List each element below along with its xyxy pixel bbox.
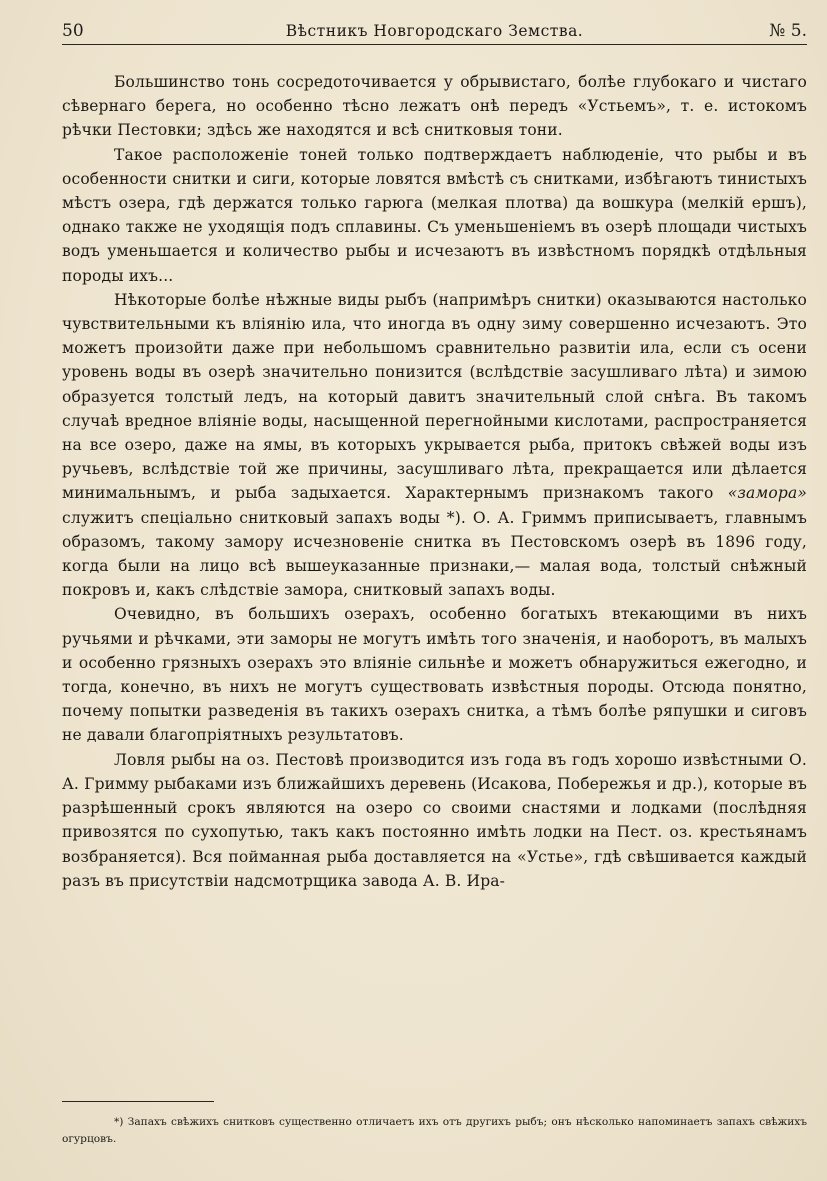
- issue-number: № 5.: [769, 21, 807, 41]
- paragraph-3-tail: служитъ спеціально снитковый запахъ воды *). О. А. Гриммъ приписываетъ, главнымъ образомъ, такому замору исчезновеніе снитка въ Пестовскомъ озерѣ въ 1896 году, когда были на лицо всѣ вышеуказанные признаки,— малая вода, толстый снѣжный покровъ и, какъ слѣдствіе замора, снитковый запахъ воды.: [62, 508, 807, 600]
- paragraph-4: Очевидно, въ большихъ озерахъ, особенно богатыхъ втекающими въ нихъ ручьями и рѣчками, эти заморы не могутъ имѣть того значенія, и наоборотъ, въ малыхъ и особенно грязныхъ озерахъ это вліяніе сильнѣе и можетъ обнаружиться ежегодно, и тогда, конечно, въ нихъ не могутъ существовать извѣстныя породы. Отсюда понятно, почему попытки разведенія въ такихъ озерахъ снитка, а тѣмъ болѣе ряпушки и сиговъ не давали благопріятныхъ результатовъ.: [62, 605, 807, 745]
- footnote: *) Запахъ свѣжихъ снитковъ существенно отличаетъ ихъ отъ другихъ рыбъ; онъ нѣсколько напоминаетъ запахъ свѣжихъ огурцовъ.: [62, 1116, 807, 1145]
- page-number: 50: [62, 21, 84, 41]
- paragraph-5: Ловля рыбы на оз. Пестовѣ производится изъ года въ годъ хорошо извѣстными О. А. Гримму рыбаками изъ ближайшихъ деревень (Исакова, Побережья и др.), которые въ разрѣшенный срокъ являются на озеро со своими снастями и лодками (послѣдняя привозятся по сухопутью, такъ какъ постоянно имѣть лодки на Пест. оз. крестьянамъ возбраняется). Вся пойманная рыба доставляется на «Устье», гдѣ свѣшивается каждый разъ въ присутствіи надсмотрщика завода А. В. Ира-: [62, 750, 807, 890]
- running-title: Вѣстникъ Новгородскаго Земства.: [285, 22, 584, 40]
- paragraph-3: [62, 288, 807, 603]
- paragraph-3-text: Нѣкоторые болѣе нѣжные виды рыбъ (напримѣръ снитки) оказываются настолько чувствительными къ вліянію ила, что иногда въ одну зиму совершенно исчезаютъ. Это можетъ произойти даже при небольшомъ сравнительно развитіи ила, если съ осени уровень воды въ озерѣ значительно понизится (вслѣдствіе засушливаго лѣта) и зимою образуется толстый ледъ, на который давитъ значительный слой снѣга. Въ такомъ случаѣ вредное вліяніе воды, насыщенной перегнойными кислотами, распространяется на все озеро, даже на ямы, въ которыхъ укрывается рыба, притокъ свѣжей воды изъ ручьевъ, вслѣдствіе той же причины, засушливаго лѣта, прекращается или дѣлается минимальнымъ, и рыба задыхается. Характернымъ признакомъ такого: [62, 290, 807, 503]
- paragraph-2: Такое расположеніе тоней только подтверждаетъ наблюденіе, что рыбы и въ особенности снитки и сиги, которые ловятся вмѣстѣ съ снитками, избѣгаютъ тинистыхъ мѣстъ озера, гдѣ держатся только гарюга (мелкая плотва) да вошкура (мелкій ершъ), однако также не уходящія подъ сплавины. Съ уменьшеніемъ въ озерѣ площади чистыхъ водъ уменьшается и количество рыбы и исчезаютъ въ извѣстномъ порядкѣ отдѣльныя породы ихъ...: [62, 145, 807, 285]
- zamor-italic: «замора»: [727, 484, 807, 503]
- page-header: [62, 18, 807, 44]
- body-text: [62, 70, 807, 893]
- paragraph-1: Большинство тонь сосредоточивается у обрывистаго, болѣе глубокаго и чистаго сѣвернаго берега, но особенно тѣсно лежатъ онѣ передъ «Устьемъ», т. е. истокомъ рѣчки Пестовки; здѣсь же находятся и всѣ снитковыя тони.: [62, 73, 807, 140]
- header-rule: [62, 44, 807, 45]
- footnote-rule: [62, 1101, 214, 1102]
